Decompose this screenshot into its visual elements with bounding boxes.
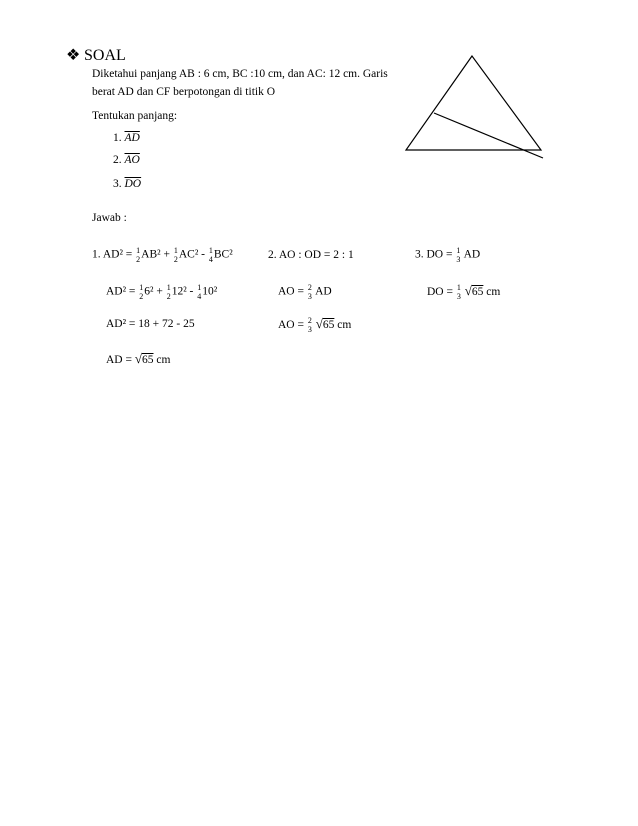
fraction: 1 2 <box>166 283 171 301</box>
answer-3-row-1: 3. DO = 1 3 AD <box>415 246 481 264</box>
fraction: 2 3 <box>307 283 312 301</box>
list-item: 3. $\overline{DO}$ <box>113 178 142 190</box>
tentukan-label: Tentukan panjang: <box>92 110 178 122</box>
fraction: 1 3 <box>456 246 461 264</box>
problem-line-1: Diketahui panjang AB : 6 cm, BC :10 cm, dan AC: 12 cm. Garis <box>92 68 388 80</box>
list-item: 1. $\overline{AD}$ <box>113 132 140 144</box>
triangle-outline <box>406 56 541 150</box>
answer-1-row-1: 1. AD² = 1 2 AB² + 1 2 AC² - 1 4 BC² <box>92 246 233 264</box>
answer-2-row-2: AO = 2 3 AD <box>278 283 332 301</box>
jawab-label: Jawab : <box>92 212 127 224</box>
answer-3-row-2: DO = 1 3 √65 cm <box>427 283 501 302</box>
square-root: √65 <box>464 283 484 298</box>
answer-1-row-2: AD² = 1 2 6² + 1 2 12² - 1 4 10² <box>106 283 218 301</box>
soal-title: SOAL <box>84 47 126 64</box>
segment-do: $\overline{DO}$ <box>124 178 142 190</box>
list-item: 2. $\overline{AO}$ <box>113 154 140 166</box>
answer-2-row-1: 2. AO : OD = 2 : 1 <box>268 249 354 261</box>
square-root: √65 <box>134 351 154 366</box>
answer-2-row-3: AO = 2 3 √65 cm <box>278 316 352 335</box>
fraction: 1 2 <box>173 246 178 264</box>
answer-1-row-4: AD = √65 cm <box>106 351 171 366</box>
fraction: 1 3 <box>456 283 461 302</box>
problem-line-2: berat AD dan CF berpotongan di titik O <box>92 86 276 98</box>
segment-ao: $\overline{AO}$ <box>124 154 140 166</box>
fraction: 1 2 <box>136 246 141 264</box>
fraction: 1 4 <box>208 246 213 264</box>
answer-1-row-3: AD² = 18 + 72 - 25 <box>106 318 195 330</box>
fraction: 1 2 <box>139 283 144 301</box>
diamond-bullet-icon: ❖ <box>66 47 81 64</box>
square-root: √65 <box>315 316 335 331</box>
fraction: 1 4 <box>197 283 202 301</box>
segment-ad: $\overline{AD}$ <box>124 132 140 144</box>
fraction: 2 3 <box>307 316 312 335</box>
cevian-line <box>434 113 543 158</box>
